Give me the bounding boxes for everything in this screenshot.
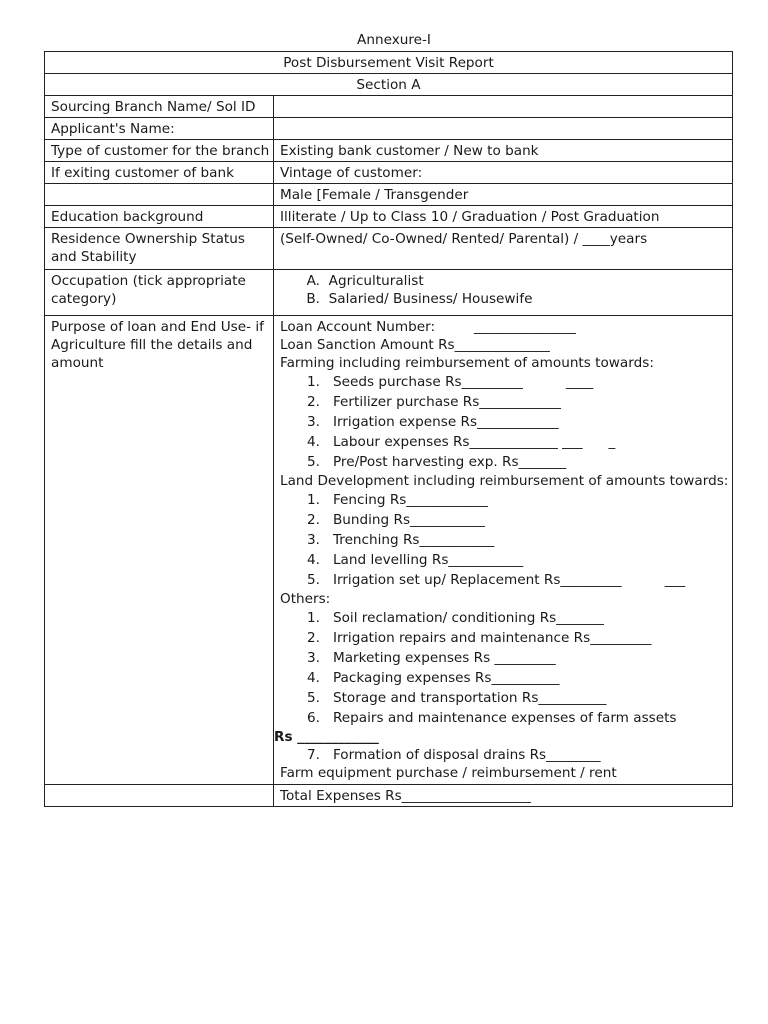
education-value[interactable]: Illiterate / Up to Class 10 / Graduation / Post Graduation (274, 206, 733, 228)
others-item[interactable]: 1. Soil reclamation/ conditioning Rs_______ (307, 610, 604, 626)
land-item[interactable]: 1. Fencing Rs____________ (307, 492, 488, 508)
existing-customer-label: If exiting customer of bank (45, 162, 274, 184)
land-item[interactable]: 2. Bunding Rs___________ (307, 512, 485, 528)
sourcing-value-field[interactable] (274, 96, 733, 118)
others-item[interactable]: 7. Formation of disposal drains Rs________ (307, 747, 601, 763)
farming-item[interactable]: 3. Irrigation expense Rs____________ (307, 414, 559, 430)
customer-type-value[interactable]: Existing bank customer / New to bank (274, 140, 733, 162)
report-title: Post Disbursement Visit Report (45, 52, 733, 74)
gender-label (45, 184, 274, 206)
sourcing-label: Sourcing Branch Name/ Sol ID (45, 96, 274, 118)
annexure-label: Annexure-I (357, 32, 431, 48)
farming-item[interactable]: 4. Labour expenses Rs_____________ ___ _ (307, 434, 616, 450)
gender-value[interactable]: Male [Female / Transgender (274, 184, 733, 206)
occupation-option[interactable]: A. Agriculturalist (306, 273, 424, 289)
vintage-value[interactable]: Vintage of customer: (274, 162, 733, 184)
land-item[interactable]: 5. Irrigation set up/ Replacement Rs_________ ___ (307, 572, 686, 588)
loan-sanction-amount[interactable]: Loan Sanction Amount Rs______________ (280, 337, 550, 353)
customer-type-label: Type of customer for the branch (45, 140, 274, 162)
purpose-details (274, 316, 733, 785)
applicant-row (45, 118, 733, 140)
purpose-row (45, 316, 733, 785)
education-row (45, 206, 733, 228)
gender-row (45, 184, 733, 206)
section-title: Section A (45, 74, 733, 96)
existing-customer-row (45, 162, 733, 184)
land-item[interactable]: 4. Land levelling Rs___________ (307, 552, 524, 568)
applicant-name-field[interactable] (274, 118, 733, 140)
residence-value[interactable]: (Self-Owned/ Co-Owned/ Rented/ Parental) / ____years (274, 228, 733, 270)
farming-heading: Farming including reimbursement of amounts towards: (280, 355, 654, 371)
farming-item[interactable]: 2. Fertilizer purchase Rs____________ (307, 394, 561, 410)
occupation-label: Occupation (tick appropriate category) (45, 270, 274, 316)
others-item[interactable]: 5. Storage and transportation Rs__________ (307, 690, 607, 706)
land-item[interactable]: 3. Trenching Rs___________ (307, 532, 495, 548)
applicant-label: Applicant's Name: (45, 118, 274, 140)
sourcing-row (45, 96, 733, 118)
residence-label: Residence Ownership Status and Stability (45, 228, 274, 270)
visit-report-table (44, 51, 733, 807)
total-expenses-field[interactable]: Total Expenses Rs___________________ (274, 785, 733, 807)
total-row (45, 785, 733, 807)
others-item[interactable]: 3. Marketing expenses Rs _________ (307, 650, 556, 666)
others-item[interactable]: 4. Packaging expenses Rs__________ (307, 670, 560, 686)
land-development-heading: Land Development including reimbursement of amounts towards: (280, 473, 729, 489)
farming-item[interactable]: 1. Seeds purchase Rs_________ ____ (307, 374, 594, 390)
customer-type-row (45, 140, 733, 162)
total-label (45, 785, 274, 807)
residence-row (45, 228, 733, 270)
others-heading: Others: (280, 591, 331, 607)
title-row (45, 52, 733, 74)
farming-item[interactable]: 5. Pre/Post harvesting exp. Rs_______ (307, 454, 567, 470)
farm-equipment-line[interactable]: Farm equipment purchase / reimbursement / rent (280, 765, 617, 781)
loan-account-number[interactable]: Loan Account Number: _______________ (280, 319, 576, 335)
section-row (45, 74, 733, 96)
others-item[interactable]: 2. Irrigation repairs and maintenance Rs_________ (307, 630, 652, 646)
purpose-label: Purpose of loan and End Use- if Agriculture fill the details and amount (45, 316, 274, 785)
occupation-row (45, 270, 733, 316)
others-item[interactable]: 6. Repairs and maintenance expenses of farm assets (307, 710, 677, 726)
others-rs-blank[interactable]: Rs ____________ (274, 729, 379, 745)
education-label: Education background (45, 206, 274, 228)
occupation-options (274, 270, 733, 316)
occupation-option[interactable]: B. Salaried/ Business/ Housewife (306, 291, 533, 307)
